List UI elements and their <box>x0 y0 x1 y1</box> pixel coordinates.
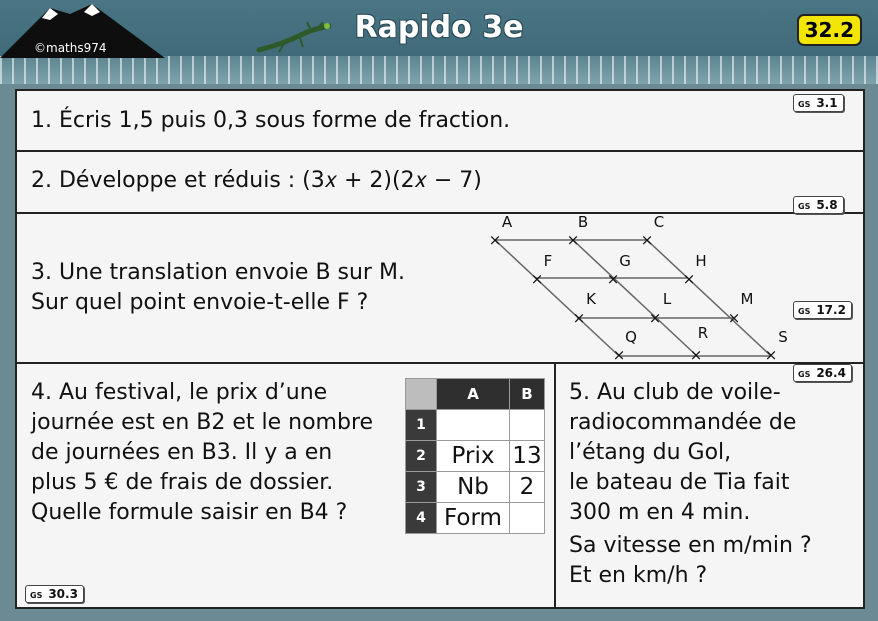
cell-b1 <box>510 410 545 441</box>
gs-tag-5: GS 26.4 <box>793 364 852 382</box>
point-B <box>567 214 588 249</box>
svg-text:×: × <box>572 309 586 327</box>
question-3-row <box>17 214 863 364</box>
cell-a1 <box>437 410 510 441</box>
point-C <box>641 214 665 249</box>
parallelogram-grid-figure <box>487 214 807 362</box>
row-header-3: 3 <box>406 472 437 503</box>
spreadsheet-table <box>405 378 545 534</box>
question-5-line-6: Sa vitesse en m/min ? <box>569 533 812 558</box>
question-5-line-2: radiocommandée de <box>569 410 797 435</box>
question-1-text: 1. Écris 1,5 puis 0,3 sous forme de fraction. <box>31 108 511 133</box>
page-title: Rapido 3e <box>354 10 524 45</box>
gs-tag-2: GS 5.8 <box>793 196 844 214</box>
question-1-row <box>17 91 863 152</box>
point-L <box>649 290 672 327</box>
point-G <box>607 252 631 288</box>
svg-text:A: A <box>501 214 513 231</box>
question-5-line-1: 5. Au club de voile- <box>569 380 781 405</box>
svg-text:Q: Q <box>625 328 637 346</box>
question-2-text: 2. Développe et réduis : (3𝑥 + 2)(2𝑥 − 7) <box>31 168 482 193</box>
column-header-a: A <box>437 379 510 410</box>
svg-text:×: × <box>648 309 662 327</box>
svg-text:C: C <box>653 214 665 231</box>
logo-text: ©maths974 <box>34 41 107 55</box>
column-divider <box>554 364 556 607</box>
svg-text:R: R <box>697 324 709 342</box>
row-header-2: 2 <box>406 441 437 472</box>
point-Q <box>613 328 637 362</box>
point-M <box>728 290 754 327</box>
question-5-line-5: 300 m en 4 min. <box>569 500 751 525</box>
svg-text:×: × <box>764 346 778 362</box>
question-5-line-3: l’étang du Gol, <box>569 440 732 465</box>
question-5-line-4: le bateau de Tia fait <box>569 470 790 495</box>
gs-tag-1: GS 3.1 <box>793 94 844 112</box>
question-4-line-3: de journées en B3. Il y a en <box>31 440 333 465</box>
cell-a3: Nb <box>437 472 510 503</box>
svg-text:×: × <box>612 346 626 362</box>
question-4-line-1: 4. Au festival, le prix d’une <box>31 380 328 405</box>
svg-text:G: G <box>619 252 631 270</box>
cell-b3: 2 <box>510 472 545 503</box>
svg-text:F: F <box>543 252 553 270</box>
svg-text:×: × <box>606 270 620 288</box>
exercise-number-badge: 32.2 <box>797 14 862 46</box>
question-3-line-1: 3. Une translation envoie B sur M. <box>31 260 405 285</box>
questions-card <box>15 89 865 609</box>
question-2-row <box>17 152 863 214</box>
point-A <box>489 214 513 249</box>
point-K <box>573 290 597 327</box>
svg-text:S: S <box>778 328 788 346</box>
cell-b4 <box>510 503 545 534</box>
svg-text:×: × <box>727 309 741 327</box>
cell-a2: Prix <box>437 441 510 472</box>
point-S <box>765 328 788 362</box>
cell-b2: 13 <box>510 441 545 472</box>
svg-text:×: × <box>689 346 703 362</box>
svg-text:K: K <box>586 290 596 308</box>
column-header-b: B <box>510 379 545 410</box>
decorative-border <box>0 56 878 84</box>
question-4-line-5: Quelle formule saisir en B4 ? <box>31 500 348 525</box>
svg-text:×: × <box>488 231 502 249</box>
gs-tag-4: GS 30.3 <box>25 585 84 603</box>
question-3-line-2: Sur quel point envoie-t-elle F ? <box>31 290 369 315</box>
gs-tag-3: GS 17.2 <box>793 301 852 319</box>
svg-text:×: × <box>530 270 544 288</box>
svg-text:×: × <box>640 231 654 249</box>
svg-text:H: H <box>695 252 707 270</box>
svg-text:M: M <box>740 290 754 308</box>
spreadsheet-corner <box>406 379 437 410</box>
point-H <box>683 252 707 288</box>
row-header-1: 1 <box>406 410 437 441</box>
svg-text:×: × <box>566 231 580 249</box>
row-header-4: 4 <box>406 503 437 534</box>
question-4-line-2: journée est en B2 et le nombre <box>31 410 374 435</box>
point-F <box>531 252 553 288</box>
question-4-line-4: plus 5 € de frais de dossier. <box>31 470 334 495</box>
svg-text:×: × <box>682 270 696 288</box>
question-5-line-7: Et en km/h ? <box>569 563 708 588</box>
cell-a4: Form <box>437 503 510 534</box>
svg-text:L: L <box>662 290 672 308</box>
svg-text:B: B <box>577 214 589 231</box>
